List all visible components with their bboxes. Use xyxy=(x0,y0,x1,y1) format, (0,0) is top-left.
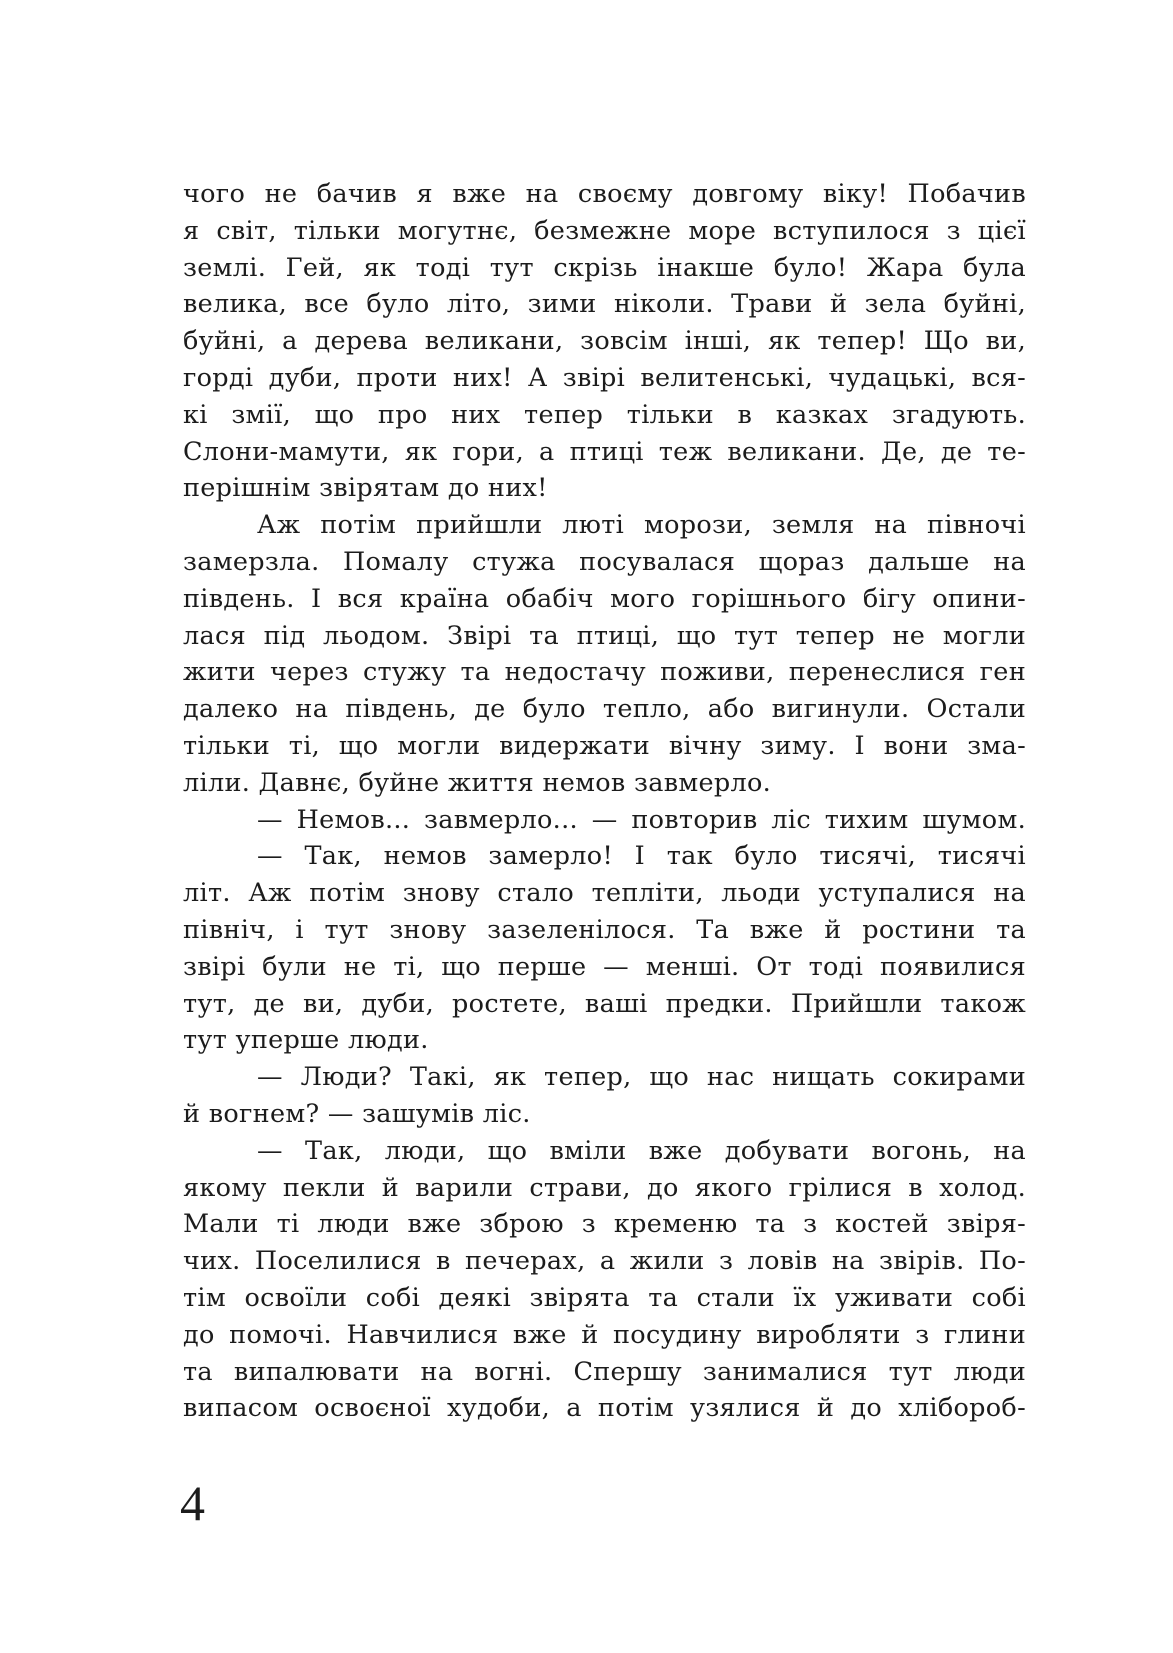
text-line: випасом освоєної худоби, а потім узялися й до хлібороб- xyxy=(183,1393,1026,1424)
text-line: — Так, немов замерло! І так було тисячі, тисячі xyxy=(257,841,1026,872)
text-line: велика, все було літо, зими ніколи. Трави й зела буйні, xyxy=(183,289,1026,320)
text-line: тут, де ви, дуби, ростете, ваші предки. Прийшли також xyxy=(183,988,1026,1019)
text-line: й вогнем? — зашумів ліс. xyxy=(183,1098,531,1129)
text-line: — Так, люди, що вміли вже добувати вогонь, на xyxy=(257,1135,1026,1166)
text-line: замерзла. Помалу стужа посувалася щораз дальше на xyxy=(183,546,1026,577)
text-line: Слони-мамути, як гори, а птиці теж великани. Де, де те- xyxy=(183,436,1026,467)
text-line: тім освоїли собі деякі звірята та стали їх уживати собі xyxy=(183,1282,1026,1313)
text-line: звірі були не ті, що перше — менші. От тоді появилися xyxy=(183,951,1026,982)
text-line: — Немов... завмерло... — повторив ліс тихим шумом. xyxy=(257,804,1026,835)
text-line: північ, і тут знову зазеленілося. Та вже й ростини та xyxy=(183,914,1026,945)
text-line: тільки ті, що могли видержати вічну зиму. І вони зма- xyxy=(183,730,1026,761)
text-line: я світ, тільки могутнє, безмежне море вступилося з цієї xyxy=(183,215,1026,246)
text-line: та випалювати на вогні. Спершу занималися тут люди xyxy=(183,1356,1026,1387)
text-line: буйні, а дерева великани, зовсім інші, як тепер! Що ви, xyxy=(183,326,1026,357)
text-line: літ. Аж потім знову стало тепліти, льоди уступалися на xyxy=(183,878,1026,909)
text-line: якому пекли й варили страви, до якого грілися в холод. xyxy=(183,1172,1026,1203)
text-line: — Люди? Такі, як тепер, що нас нищать сокирами xyxy=(257,1062,1026,1093)
text-line: до помочі. Навчилися вже й посудину виробляти з глини xyxy=(183,1319,1026,1350)
text-line: жити через стужу та недостачу поживи, перенеслися ген xyxy=(183,657,1026,688)
text-line: горді дуби, проти них! А звірі велитенські, чудацькі, вся- xyxy=(183,362,1026,393)
text-line: ліли. Давнє, буйне життя немов завмерло. xyxy=(183,767,772,798)
text-line: кі змії, що про них тепер тільки в казках згадують. xyxy=(183,399,1026,430)
text-line: чого не бачив я вже на своєму довгому віку! Побачив xyxy=(183,179,1026,209)
text-line: Аж потім прийшли люті морози, земля на півночі xyxy=(257,510,1026,541)
page-number: 4 xyxy=(180,1475,205,1531)
text-line: лася під льодом. Звірі та птиці, що тут тепер не могли xyxy=(183,620,1026,651)
text-line: південь. І вся країна обабіч мого горішнього бігу опини- xyxy=(183,583,1026,614)
text-line: тут уперше люди. xyxy=(183,1025,429,1056)
text-line: перішнім звірятам до них! xyxy=(183,473,548,504)
text-line: землі. Гей, як тоді тут скрізь інакше було! Жара була xyxy=(183,252,1026,283)
text-line: чих. Поселилися в печерах, а жили з ловів на звірів. По- xyxy=(183,1246,1026,1277)
body-text xyxy=(183,176,1026,1427)
text-line: далеко на південь, де було тепло, або вигинули. Остали xyxy=(183,694,1026,725)
text-line: Мали ті люди вже зброю з кременю та з костей звіря- xyxy=(183,1209,1026,1240)
